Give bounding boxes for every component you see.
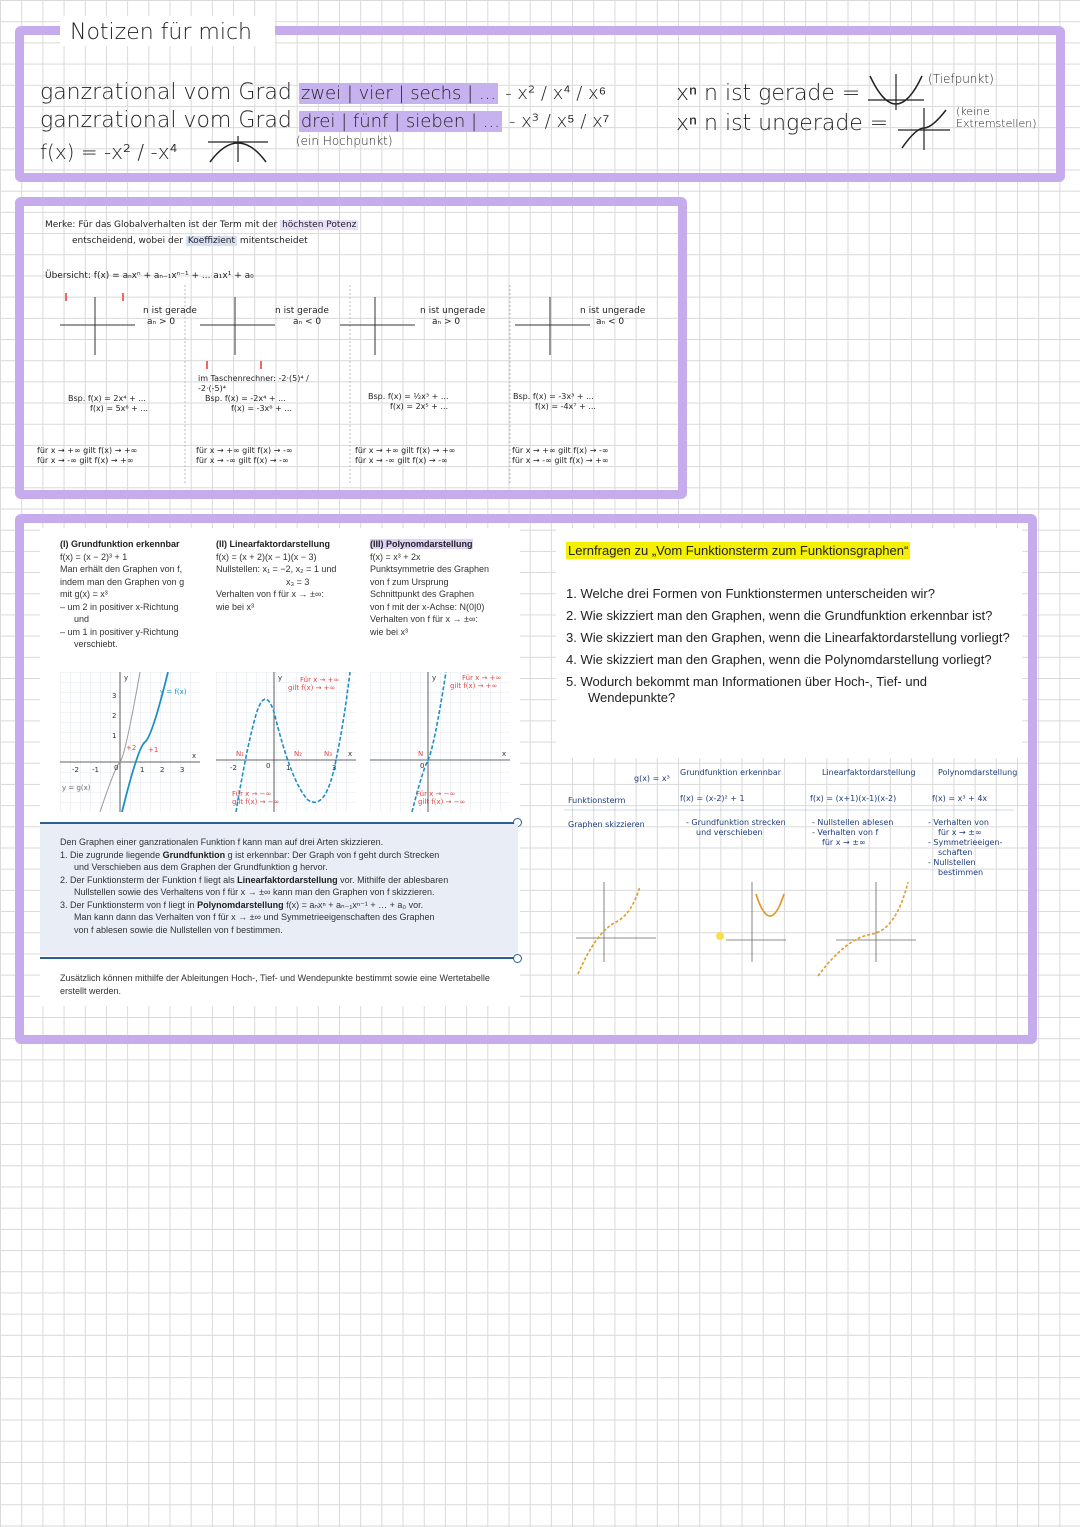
summary-text: Den Graphen einer ganzrationalen Funktion f kann man auf drei Arten skizzieren. 1. Die zugrunde liegende Grundfunktion g ist erkennbar: Der Graph von f geht durch Strecken und Verschieben aus dem Graphen der Grundfunktion g hervor. 2. Der Funktionsterm der Funktion f liegt als Linearfaktordarstellung vor. Mithilfe der ablesbaren Nullstellen sowie des Verhaltens von f für x → ±∞ kann man den Graphen von f skizzieren. 3. Der Funktionsterm von f liegt in Polynomdarstellung f(x) = aₙxⁿ + aₙ₋₁xⁿ⁻¹ + … + a₀ vor. Man kann dann das Verhalten von f für x → ±∞ und Symmetrieeigenschaften des Graphen von f ablesen sowie die Nullstellen von f bestimmen.: [60, 837, 449, 935]
svg-text:3: 3: [180, 766, 185, 774]
svg-text:0: 0: [266, 762, 271, 770]
svg-text:-1: -1: [92, 766, 99, 774]
sketch3-curve: [818, 882, 908, 976]
svg-text:x: x: [348, 750, 353, 758]
svg-text:-2: -2: [230, 764, 237, 772]
merke-line1: Merke: Für das Globalverhalten ist der Term mit der höchsten Potenz: [45, 220, 357, 230]
n2-label: N₂: [294, 750, 303, 758]
svg-text:3: 3: [332, 764, 337, 772]
svg-text:Für x → −∞: Für x → −∞: [232, 790, 272, 798]
notes-line-odd: ganzrational vom Grad drei | fünf | sieben | ... - x³ / x⁵ / x⁷: [40, 108, 610, 133]
note-keine-extremstellen: (keine Extremstellen): [956, 105, 1037, 130]
svg-text:2: 2: [160, 766, 165, 774]
note-hochpunkt: (ein Hochpunkt): [296, 134, 393, 148]
case2-calculator-note: im Taschenrechner: -2·(5)⁴ / -2·(-5)⁴: [198, 374, 309, 393]
hill-sketch-icon: [206, 134, 270, 164]
shift-y: +1: [148, 746, 159, 754]
case4-label: n ist ungerade aₙ < 0: [580, 306, 646, 327]
svg-text:2: 2: [112, 712, 117, 720]
svg-text:Für x → +∞: Für x → +∞: [300, 676, 340, 684]
svg-text:-2: -2: [72, 766, 79, 774]
svg-text:1: 1: [140, 766, 145, 774]
shift-x: +2: [126, 744, 137, 752]
svg-text:Für x → −∞: Für x → −∞: [416, 790, 456, 798]
handwritten-table: g(x) = x³ Grundfunktion erkennbar Linearfaktordarstellung Polynomdarstellung Funktionsterm f(x) = (x-2)² + 1 f(x) = (x+1)(x-1)(x-2) f(x) = x³ + 4x Graphen skizzieren - Grundfunktion strecken und verschieben - Nullstellen ablesen - Verhalten von f für x → ±∞ - Verhalten von für x → ±∞ - Symmetrieeigen- schaften - Nullstellen bestimmen: [556, 762, 1022, 982]
highlight-odd-degrees: drei | fünf | sieben | ...: [300, 111, 500, 132]
graph-polynom: [370, 672, 510, 812]
svg-text:Für x → +∞: Für x → +∞: [462, 674, 502, 682]
case3-label: n ist ungerade aₙ > 0: [420, 306, 486, 327]
case4-examples: Bsp. f(x) = -3x³ + ... f(x) = -4x⁷ + ...: [513, 392, 596, 411]
svg-text:gilt f(x) → +∞: gilt f(x) → +∞: [450, 682, 498, 690]
svg-text:y: y: [278, 674, 283, 682]
case3-limits: für x → +∞ gilt f(x) → +∞ für x → -∞ gilt f(x) → -∞: [355, 446, 456, 465]
n1-label: N₁: [236, 750, 245, 758]
notes-rule-odd: xⁿ n ist ungerade =: [676, 111, 889, 136]
notes-rule-even: xⁿ n ist gerade =: [676, 81, 861, 106]
svg-text:x: x: [502, 750, 507, 758]
svg-text:1: 1: [112, 732, 117, 740]
svg-text:x: x: [192, 752, 197, 760]
extra-text: Zusätzlich können mithilfe der Ableitungen Hoch-, Tief- und Wendepunkte bestimmt sowie eine Wertetabelle erstellt werden.: [60, 973, 490, 996]
question-1: 1. Welche drei Formen von Funktionstermen unterscheiden wir?: [566, 586, 935, 601]
svg-text:gilt f(x) → −∞: gilt f(x) → −∞: [232, 798, 280, 806]
question-2: 2. Wie skizziert man den Graphen, wenn die Grundfunktion erkennbar ist?: [566, 608, 993, 623]
label-g: y = g(x): [62, 784, 91, 792]
svg-text:0: 0: [420, 762, 425, 770]
case2-limits: für x → +∞ gilt f(x) → -∞ für x → -∞ gilt f(x) → -∞: [196, 446, 293, 465]
note-tiefpunkt: (Tiefpunkt): [928, 72, 994, 86]
table-sketches: [556, 762, 1022, 982]
case1-examples: Bsp. f(x) = 2x⁴ + ... f(x) = 5x⁶ + ...: [68, 394, 149, 413]
highlight-even-degrees: zwei | vier | sechs | ...: [300, 83, 497, 104]
svg-text:0: 0: [114, 764, 119, 772]
svg-text:y: y: [124, 674, 129, 682]
graph-linearfaktor: [216, 672, 356, 812]
case2-examples: Bsp. f(x) = -2x⁴ + ... f(x) = -3x⁶ + ...: [205, 394, 292, 413]
case1-label: n ist gerade aₙ > 0: [143, 306, 197, 327]
cubic-sketch-icon: [896, 106, 952, 152]
col3-text: (III) Polynomdarstellung f(x) = x³ + 2x Punktsymmetrie des Graphen von f zum Ursprung Schnittpunkt des Graphen von f mit der x-Achse: N(0|0) Verhalten von f für x → ±∞: wie bei x³: [370, 539, 490, 637]
case3-examples: Bsp. f(x) = ½x³ + ... f(x) = 2x⁵ + ...: [368, 392, 449, 411]
question-3: 3. Wie skizziert man den Graphen, wenn die Linearfaktordarstellung vorliegt?: [566, 630, 1010, 645]
lernfragen-title: Lernfragen zu „Vom Funktionsterm zum Funktionsgraphen“: [568, 543, 909, 558]
question-4: 4. Wie skizziert man den Graphen, wenn die Polynomdarstellung vorliegt?: [566, 652, 992, 667]
sketch1-curve: [578, 886, 640, 974]
case1-limits: für x → +∞ gilt f(x) → +∞ für x → -∞ gilt f(x) → +∞: [37, 446, 138, 465]
col2-text: (II) Linearfaktordarstellung f(x) = (x + 2)(x − 1)(x − 3) Nullstellen: x₁ = −2, x₂ = 1 und x₃ = 3 Verhalten von f für x → ±∞: wie bei x³: [216, 539, 337, 612]
overview-formula: Übersicht: f(x) = aₙxⁿ + aₙ₋₁xⁿ⁻¹ + ... a₁x¹ + a₀: [45, 271, 254, 281]
col1-text: (I) Grundfunktion erkennbar f(x) = (x − 2)³ + 1 Man erhält den Graphen von f, indem man den Graphen von g mit g(x) = x³ – um 2 in positiver x-Richtung und – um 1 in positiver y-Richtung verschiebt.: [60, 539, 185, 649]
case2-label: n ist gerade aₙ < 0: [275, 306, 329, 327]
n3-label: N₃: [324, 750, 333, 758]
svg-text:1: 1: [286, 764, 291, 772]
svg-text:gilt f(x) → −∞: gilt f(x) → −∞: [418, 798, 466, 806]
summary-bottom-rule: [40, 957, 515, 959]
notes-line-even: ganzrational vom Grad zwei | vier | sechs | ... - x² / x⁴ / x⁶: [40, 80, 607, 105]
n-label: N: [418, 750, 424, 758]
svg-text:gilt f(x) → +∞: gilt f(x) → +∞: [288, 684, 336, 692]
question-5: 5. Wodurch bekommt man Informationen über Hoch-, Tief- und Wendepunkte?: [566, 674, 928, 705]
graph-grundfunktion: [60, 672, 200, 812]
svg-text:y: y: [432, 674, 437, 682]
summary-bottom-dot: [513, 954, 522, 963]
case4-limits: für x → +∞ gilt f(x) → -∞ für x → -∞ gilt f(x) → +∞: [512, 446, 609, 465]
svg-text:3: 3: [112, 692, 117, 700]
lernfragen-list: [566, 586, 1014, 706]
notes-line-negative: f(x) = -x² / -x⁴: [40, 140, 178, 164]
merke-line2: entscheidend, wobei der Koeffizient mitentscheidet: [72, 236, 308, 246]
label-f: y = f(x): [160, 688, 187, 696]
notes-title: Notizen für mich: [70, 20, 252, 45]
sketch2-vertex-dot: [716, 932, 724, 940]
sketch2-curve: [756, 894, 784, 916]
